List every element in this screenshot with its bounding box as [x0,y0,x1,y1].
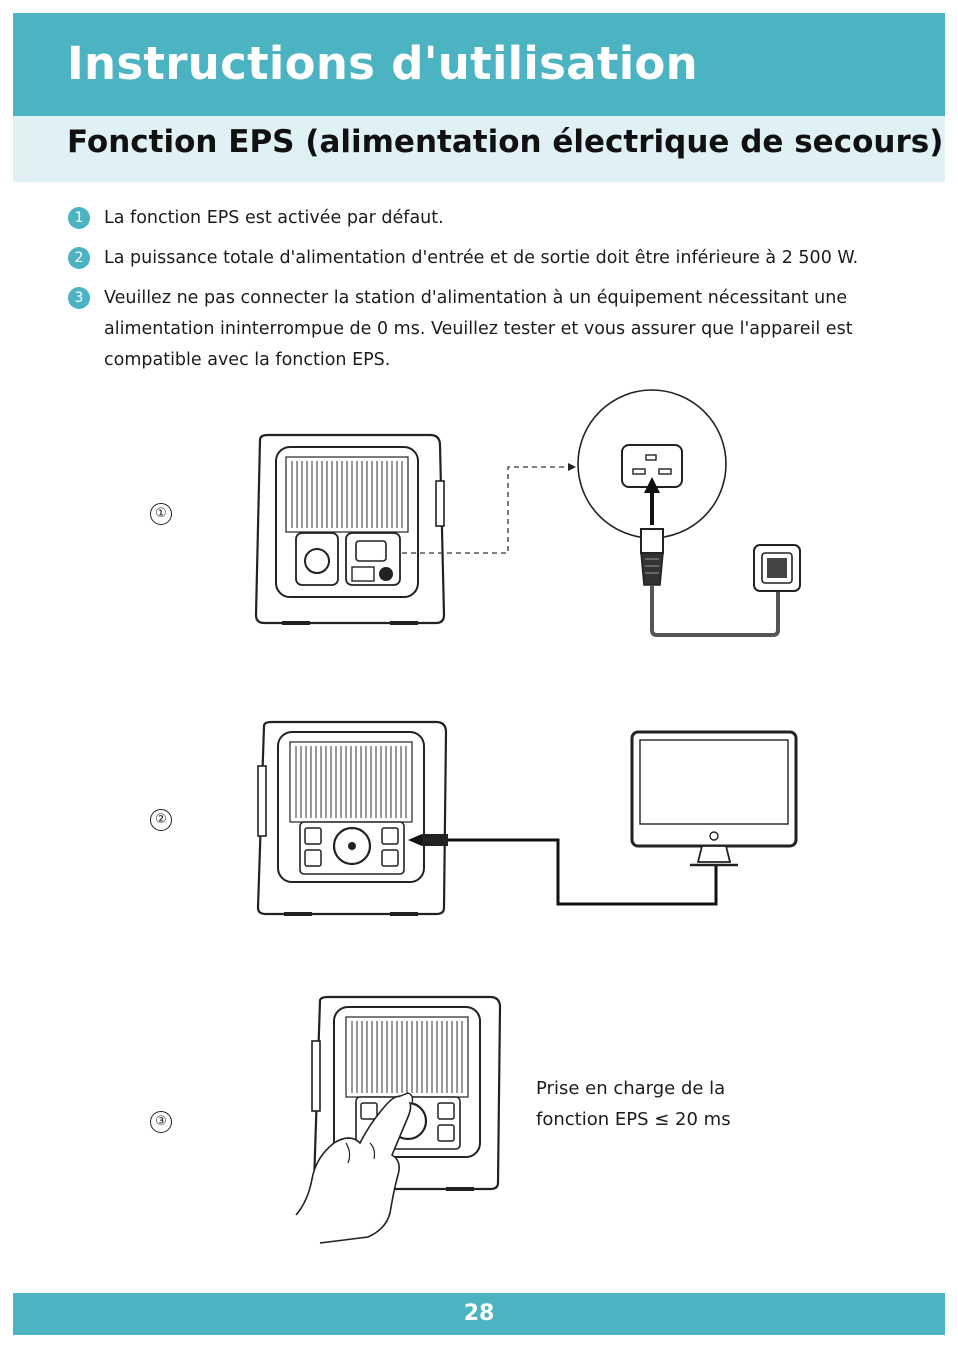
step-2-marker: ② [150,809,172,831]
list-item [68,243,928,274]
section-header [13,116,945,182]
illustration-ac-output-monitor [250,718,810,918]
power-station-back-icon [256,435,444,623]
eps-switch-note [536,1073,731,1135]
page-title: Instructions d'utilisation [67,37,698,90]
illustration-eps-button-press [290,993,530,1253]
note-line-1: Prise en charge de la [536,1078,726,1099]
step-number-badge: 3 [68,287,90,309]
note-line-2: fonction EPS ≤ 20 ms [536,1109,731,1130]
list-item-text: La fonction EPS est activée par défaut. [104,208,444,228]
monitor-icon [632,732,796,865]
wall-socket-icon [754,545,800,591]
illustration-ac-input-connection [250,385,810,645]
step-1-marker: ① [150,503,172,525]
list-item-text: La puissance totale d'alimentation d'entrée et de sortie doit être inférieure à 2 500 W. [104,248,859,268]
power-station-front-icon [258,722,446,914]
ac-plug-icon [641,529,663,585]
list-item [68,203,928,234]
instruction-list [68,203,928,385]
page-header [13,13,945,116]
step-3-marker: ③ [150,1111,172,1133]
list-item [68,283,928,376]
page-footer [13,1293,945,1335]
page-number: 28 [463,1301,495,1326]
section-title: Fonction EPS (alimentation électrique de secours) [67,124,944,160]
list-item-text: Veuillez ne pas connecter la station d'alimentation à un équipement nécessitant une alimentation ininterrompue de 0 ms. Veuillez tester et vous assurer que l'appareil est compatible avec la fonction EPS. [104,288,853,370]
step-number-badge: 2 [68,247,90,269]
step-number-badge: 1 [68,207,90,229]
